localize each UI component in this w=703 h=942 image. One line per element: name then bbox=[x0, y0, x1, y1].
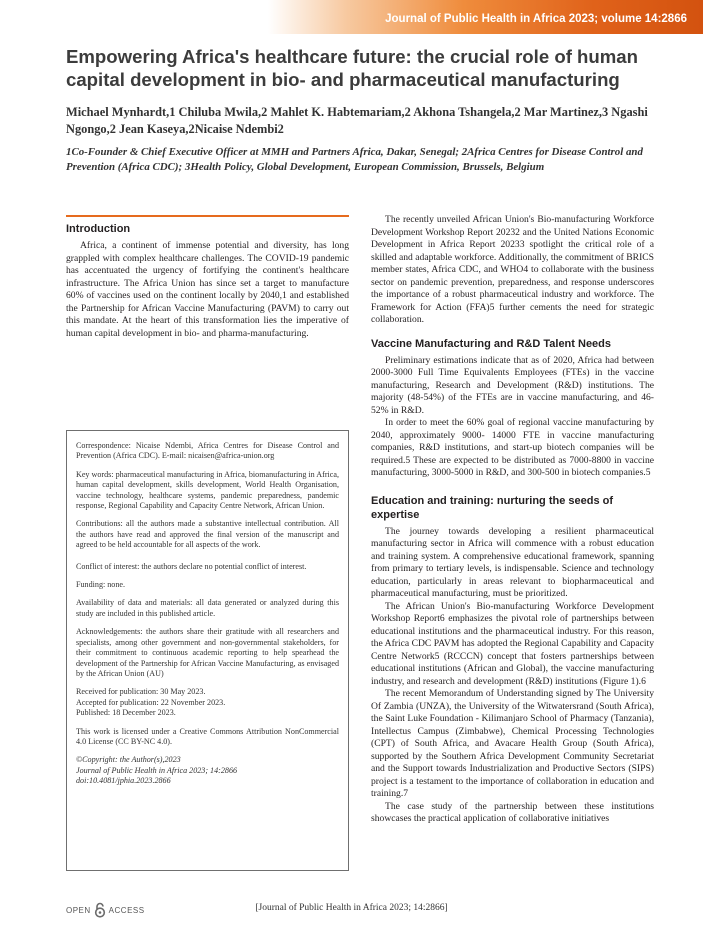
right-column bbox=[371, 214, 654, 826]
accepted-date: Accepted for publication: 22 November 2023. bbox=[76, 697, 226, 707]
article-title: Empowering Africa's healthcare future: the crucial role of human capital development in bio- and pharmaceutical manufacturing bbox=[66, 46, 638, 90]
journal-header-banner bbox=[268, 0, 703, 34]
education-paragraph-1: The journey towards developing a resilient pharmaceutical manufacturing sector in Africa will commence with a robust education and training system. A comprehensive educational framework, spanning from primary to tertiary levels, is indispensable. Science and technology education, particularly in areas relevant to biopharmaceutical and pharmaceutical manufacturing, must be prioritized. bbox=[371, 525, 654, 599]
citation: Journal of Public Health in Africa 2023; 14:2866 bbox=[76, 765, 238, 775]
data-availability: Availability of data and materials: all data generated or analyzed during this study are included in this published article. bbox=[76, 598, 339, 618]
license-statement: This work is licensed under a Creative Commons Attribution NonCommercial 4.0 License (CC BY-NC 4.0). bbox=[76, 726, 339, 746]
acknowledgements: Acknowledgements: the authors share their gratitude with all researchers and specialists, among other government and non-governmental stakeholders, for their commitment to continuous academic reporting to help spearhead the development of the Partnership for African Vaccine Manufacturing, as envisaged by the African Union (AU) bbox=[76, 627, 339, 678]
journal-header-title: Journal of Public Health in Africa 2023; volume 14:2866 bbox=[385, 13, 687, 25]
copyright: ©Copyright: the Author(s),2023 bbox=[76, 755, 181, 765]
open-access-word-access: ACCESS bbox=[108, 905, 145, 915]
vaccine-paragraph-2: In order to meet the 60% goal of regional vaccine manufacturing by 2040, approximately 9000- 14000 FTE in vaccine manufacturing companies, R&D institutions, and start-up biotech companies will be required.5 These are expected to be distributed as 7000-8800 in vaccine manufacturing, 3000-5000 in R&D, and 300-500 in biotech companies.5 bbox=[371, 417, 654, 478]
published-date: Published: 18 December 2023. bbox=[76, 708, 176, 718]
education-paragraph-3: The recent Memorandum of Understanding signed by The University Of Zambia (UNZA), the University of the Witwatersrand (South Africa), the Saint Luke Foundation - Kilimanjaro School of Pharmacy (Tanzania), Intellectus Campus (Zimbabwe), Chemical Processing Technologies (CPT) of South Africa, and Avacare Health Group (South Africa), supported by the Southern Africa Development Community Secretariat and the Support towards Industrialization and Productive Sectors (SIPS) project is a testament to the importance of collaboration in education and training.7 bbox=[371, 688, 654, 799]
left-column bbox=[66, 222, 349, 340]
introduction-paragraph: Africa, a continent of immense potential and diversity, has long grappled with complex healthcare challenges. The COVID-19 pandemic has accentuated the urgency of fortifying the continent's healthcare infrastructure. The Africa Union has since set a target to manufacture 60% of vaccines used on the continent locally by 2040,1 and established the Partnership for African Vaccine Manufacturing (PAVM) to carry out this mandate. At the heart of this transformation lies the imperative of human capital development in bio- and pharma-manufacturing. bbox=[66, 240, 349, 339]
education-paragraph-4: The case study of the partnership between these institutions showcases the practical application of collaborative initiatives bbox=[371, 800, 654, 824]
contributions: Contributions: all the authors made a substantive intellectual contribution. All the authors have read and approved the final version of the manuscript and agreed to be held accountable for all aspects of the work. bbox=[76, 519, 339, 550]
introduction-heading: Introduction bbox=[66, 223, 131, 235]
page-footer-citation: [Journal of Public Health in Africa 2023; 14:2866] bbox=[255, 903, 448, 913]
article-info-box bbox=[66, 430, 349, 871]
keywords: Key words: pharmaceutical manufacturing in Africa, biomanufacturing in Africa, human capital development, skills development, World Health Organisation, vaccine technology, healthcare systems, pandemic preparedness, pandemic response, Regional Capability and Capacity Centre Network, African Union. bbox=[76, 469, 339, 511]
section-divider bbox=[66, 215, 349, 217]
education-paragraph-2: The African Union's Bio-manufacturing Workforce Development Workshop Report6 emphasizes the pivotal role of partnerships between educational institutions and the pharmaceutical industry. For this reason, the Africa CDC PAVM has adopted the Regional Capability and Capacity Centre Network5 (RCCCN) concept that fosters partnerships between educational institutions (African and Global), the vaccine manufacturing industry, and research and development (R&D) institutions (Figure 1).6 bbox=[371, 600, 654, 687]
received-date: Received for publication: 30 May 2023. bbox=[76, 687, 206, 697]
affiliations: 1Co-Founder & Chief Executive Officer at MMH and Partners Africa, Dakar, Senegal; 2Africa Centres for Disease Control and Prevention (Africa CDC); 3Health Policy, Global Development, European Commission, Brussels, Belgium bbox=[66, 146, 643, 173]
author-list: Michael Mynhardt,1 Chiluba Mwila,2 Mahlet K. Habtemariam,2 Akhona Tshangela,2 Mar Martinez,3 Ngashi Ngongo,2 Jean Kaseya,2Nicaise Ndembi2 bbox=[66, 105, 648, 136]
open-access-word-open: OPEN bbox=[66, 905, 91, 915]
education-heading: Education and training: nurturing the seeds of expertise bbox=[371, 494, 614, 521]
funding: Funding: none. bbox=[76, 580, 126, 590]
vaccine-talent-heading: Vaccine Manufacturing and R&D Talent Needs bbox=[371, 337, 612, 350]
correspondence: Correspondence: Nicaise Ndembi, Africa Centres for Disease Control and Prevention (Africa CDC). E-mail: nicaisen@africa-union.org bbox=[76, 441, 339, 461]
vaccine-paragraph-1: Preliminary estimations indicate that as of 2020, Africa had between 2000-3000 Full Time Equivalents Employees (FTEs) in the vaccine manufacturing, Research and Development (R&D) institutions. The majority (48-54%) of the FTEs are in vaccine manufacturing, and 46- 52% in R&D. bbox=[371, 354, 654, 416]
conflict-of-interest: Conflict of interest: the authors declare no potential conflict of interest. bbox=[76, 561, 307, 571]
introduction-continued: The recently unveiled African Union's Bio-manufacturing Workforce Development Workshop Report 20232 and the United Nations Economic Development in Africa Report 20233 spotlight the critical role of a skilled and adaptable workforce. Additionally, the commitment of BRICS member states, Africa CDC, and WHO4 to collaborate with the business sector on pandemic prevention, preparedness, and response underscores the importance of a robust pharmaceutical industry and workforce. The Framework for Action (FFA)5 further cements the need for strategic collaboration. bbox=[371, 214, 654, 325]
doi: doi:10.4081/jphia.2023.2866 bbox=[76, 776, 171, 786]
